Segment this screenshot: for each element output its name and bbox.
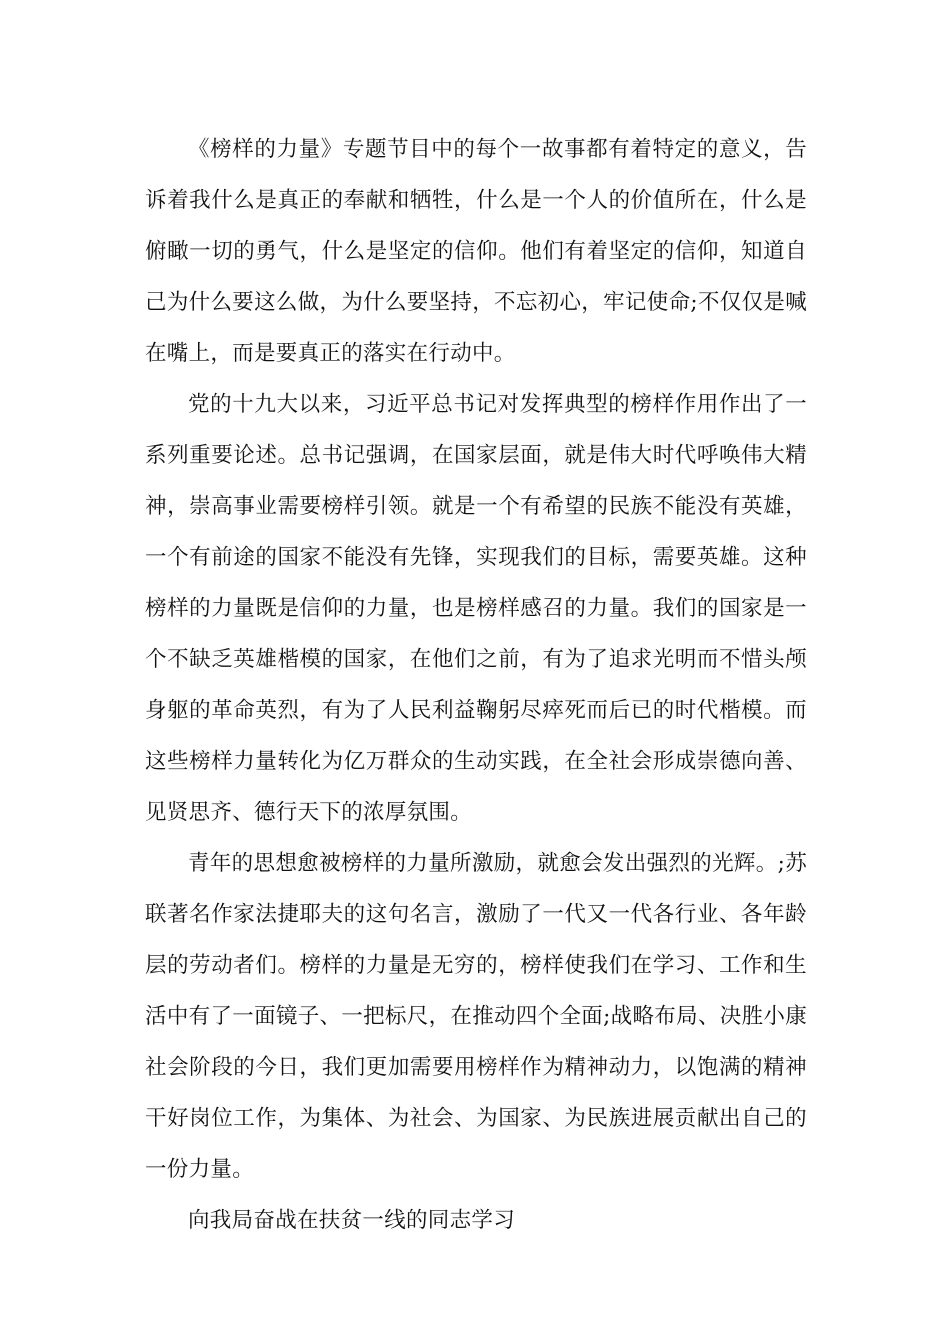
document-body bbox=[145, 124, 807, 1246]
paragraph-1: 《榜样的力量》专题节目中的每个一故事都有着特定的意义，告诉着我什么是真正的奉献和牺牲，什么是一个人的价值所在，什么是俯瞰一切的勇气，什么是坚定的信仰。他们有着坚定的信仰，知道自己为什么要这么做，为什么要坚持，不忘初心，牢记使命;不仅仅是喊在嘴上，而是要真正的落实在行动中。 bbox=[145, 137, 807, 366]
section-heading: 向我局奋战在扶贫一线的同志学习 bbox=[188, 1208, 516, 1233]
paragraph-2: 党的十九大以来，习近平总书记对发挥典型的榜样作用作出了一系列重要论述。总书记强调，在国家层面，就是伟大时代呼唤伟大精神，崇高事业需要榜样引领。就是一个有希望的民族不能没有英雄，一个有前途的国家不能没有先锋，实现我们的目标，需要英雄。这种榜样的力量既是信仰的力量，也是榜样感召的力量。我们的国家是一个不缺乏英雄楷模的国家，在他们之前，有为了追求光明而不惜头颅身躯的革命英烈，有为了人民利益鞠躬尽瘁死而后已的时代楷模。而这些榜样力量转化为亿万群众的生动实践，在全社会形成崇德向善、见贤思齐、德行天下的浓厚氛围。 bbox=[145, 392, 807, 825]
paragraph-3: 青年的思想愈被榜样的力量所激励，就愈会发出强烈的光辉。;苏联著名作家法捷耶夫的这句名言，激励了一代又一代各行业、各年龄层的劳动者们。榜样的力量是无穷的，榜样使我们在学习、工作和生活中有了一面镜子、一把标尺，在推动四个全面;战略布局、决胜小康社会阶段的今日，我们更加需要用榜样作为精神动力，以饱满的精神干好岗位工作，为集体、为社会、为国家、为民族进展贡献出自己的一份力量。 bbox=[145, 851, 807, 1182]
